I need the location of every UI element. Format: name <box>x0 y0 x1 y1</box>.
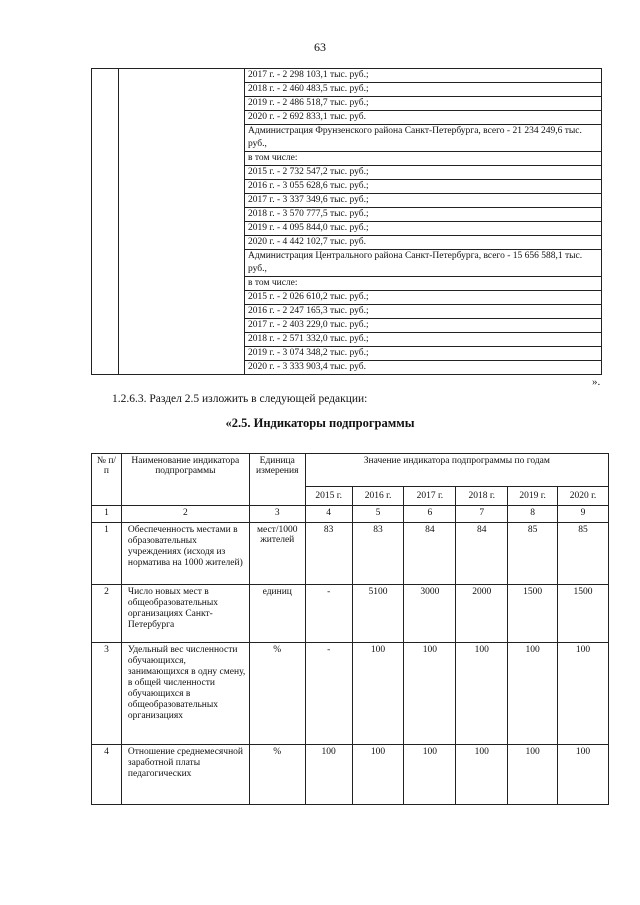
indicator-value: 3000 <box>404 585 456 643</box>
indicator-num: 1 <box>92 523 122 585</box>
indicator-value: 100 <box>404 745 456 805</box>
empty-label-cell <box>119 69 245 375</box>
funding-line: 2016 г. - 3 055 628,6 тыс. руб.; <box>245 180 601 194</box>
indicator-num: 3 <box>92 643 122 745</box>
indicator-num: 2 <box>92 585 122 643</box>
funding-line: 2019 г. - 3 074 348,2 тыс. руб.; <box>245 347 601 361</box>
indicator-value: - <box>305 643 352 745</box>
indicator-row <box>92 745 609 805</box>
column-number: 6 <box>404 506 456 523</box>
instruction-text: 1.2.6.3. Раздел 2.5 изложить в следующей редакции: <box>112 393 368 405</box>
funding-line: 2018 г. - 2 460 483,5 тыс. руб.; <box>245 83 601 97</box>
indicator-unit: единиц <box>249 585 305 643</box>
header-num: № п/п <box>92 454 122 506</box>
indicator-value: 100 <box>305 745 352 805</box>
indicator-value: 83 <box>352 523 404 585</box>
funding-line: 2018 г. - 3 570 777,5 тыс. руб.; <box>245 208 601 222</box>
indicator-value: - <box>305 585 352 643</box>
section-title: «2.5. Индикаторы подпрограммы <box>225 416 415 430</box>
indicator-value: 84 <box>456 523 508 585</box>
column-number: 1 <box>92 506 122 523</box>
year-header: 2020 г. <box>558 487 609 506</box>
column-number: 3 <box>249 506 305 523</box>
empty-num-cell <box>92 69 119 375</box>
year-header: 2018 г. <box>456 487 508 506</box>
indicators-body <box>92 523 609 805</box>
funding-line: 2019 г. - 2 486 518,7 тыс. руб.; <box>245 97 601 111</box>
funding-line: 2015 г. - 2 026 610,2 тыс. руб.; <box>245 291 601 305</box>
indicator-name: Удельный вес численности обучающихся, занимающихся в одну смену, в общей численности обучающихся в общеобразовательных организациях <box>121 643 249 745</box>
year-header: 2019 г. <box>508 487 558 506</box>
indicator-unit: % <box>249 643 305 745</box>
column-number: 2 <box>121 506 249 523</box>
column-number: 4 <box>305 506 352 523</box>
column-number: 5 <box>352 506 404 523</box>
funding-line: 2017 г. - 2 403 229,0 тыс. руб.; <box>245 319 601 333</box>
funding-lines-cell <box>245 69 602 375</box>
indicator-value: 100 <box>558 643 609 745</box>
indicator-row <box>92 585 609 643</box>
page-number: 63 <box>314 40 326 54</box>
funding-line: Администрация Центрального района Санкт-Петербурга, всего - 15 656 588,1 тыс. руб., <box>245 250 601 277</box>
funding-lines <box>245 69 601 374</box>
indicator-num: 4 <box>92 745 122 805</box>
indicator-value: 1500 <box>508 585 558 643</box>
indicator-value: 5100 <box>352 585 404 643</box>
funding-line: в том числе: <box>245 152 601 166</box>
funding-line: в том числе: <box>245 277 601 291</box>
indicator-value: 100 <box>508 643 558 745</box>
indicator-value: 100 <box>352 643 404 745</box>
indicator-name: Число новых мест в общеобразовательных организациях Санкт-Петербурга <box>121 585 249 643</box>
column-numbers-row <box>92 506 609 523</box>
indicator-value: 1500 <box>558 585 609 643</box>
indicator-value: 2000 <box>456 585 508 643</box>
funding-line: 2018 г. - 2 571 332,0 тыс. руб.; <box>245 333 601 347</box>
funding-line: 2017 г. - 3 337 349,6 тыс. руб.; <box>245 194 601 208</box>
indicator-value: 100 <box>456 745 508 805</box>
indicator-value: 83 <box>305 523 352 585</box>
column-number: 9 <box>558 506 609 523</box>
column-number: 7 <box>456 506 508 523</box>
year-header: 2017 г. <box>404 487 456 506</box>
indicator-name: Отношение среднемесячной заработной платы педагогических <box>121 745 249 805</box>
year-header: 2015 г. <box>305 487 352 506</box>
column-number: 8 <box>508 506 558 523</box>
funding-line: 2017 г. - 2 298 103,1 тыс. руб.; <box>245 69 601 83</box>
funding-line: 2020 г. - 4 442 102,7 тыс. руб. <box>245 236 601 250</box>
indicator-unit: мест/1000 жителей <box>249 523 305 585</box>
funding-line: 2020 г. - 2 692 833,1 тыс. руб. <box>245 111 601 125</box>
indicators-table <box>91 453 609 805</box>
year-header: 2016 г. <box>352 487 404 506</box>
funding-line: 2019 г. - 4 095 844,0 тыс. руб.; <box>245 222 601 236</box>
indicator-value: 100 <box>558 745 609 805</box>
header-unit: Единица измерения <box>249 454 305 506</box>
close-quote: ». <box>592 376 601 388</box>
indicator-unit: % <box>249 745 305 805</box>
indicator-row <box>92 643 609 745</box>
indicator-value: 84 <box>404 523 456 585</box>
indicator-value: 85 <box>558 523 609 585</box>
funding-line: 2020 г. - 3 333 903,4 тыс. руб. <box>248 362 366 372</box>
indicator-name: Обеспеченность местами в образовательных учреждениях (исходя из норматива на 1000 жителей) <box>121 523 249 585</box>
indicator-value: 100 <box>456 643 508 745</box>
indicator-value: 100 <box>404 643 456 745</box>
header-name: Наименование индикатора подпрограммы <box>121 454 249 506</box>
indicator-value: 85 <box>508 523 558 585</box>
funding-line: Администрация Фрунзенского района Санкт-Петербурга, всего - 21 234 249,6 тыс. руб., <box>245 125 601 152</box>
funding-line: 2016 г. - 2 247 165,3 тыс. руб.; <box>245 305 601 319</box>
indicator-value: 100 <box>508 745 558 805</box>
indicator-row <box>92 523 609 585</box>
funding-continuation-table <box>91 68 602 375</box>
funding-line: 2015 г. - 2 732 547,2 тыс. руб.; <box>245 166 601 180</box>
indicator-value: 100 <box>352 745 404 805</box>
header-values: Значение индикатора подпрограммы по годам <box>305 454 608 487</box>
